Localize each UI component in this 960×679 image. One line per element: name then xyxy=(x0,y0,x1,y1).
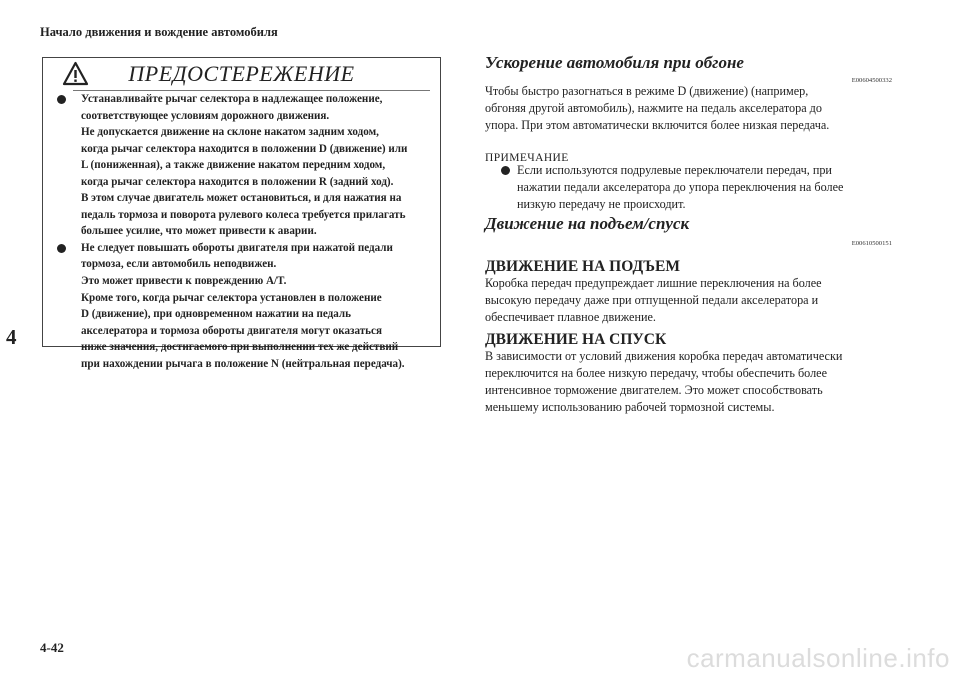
warning-body xyxy=(57,91,434,372)
warning-line: тормоза, если автомобиль неподвижен. xyxy=(81,258,277,271)
warning-line: Это может привести к повреждению A/T. xyxy=(81,275,287,288)
page-number: 4-42 xyxy=(40,640,64,655)
warning-title: ПРЕДОСТЕРЕЖЕНИЕ xyxy=(128,61,355,86)
watermark: carmanualsonline.info xyxy=(686,643,950,673)
warning-line: Не допускается движение на склоне накатом задним ходом, xyxy=(81,126,379,139)
text-line: Если используются подрулевые переключатели передач, при xyxy=(517,163,832,177)
text-line: упора. При этом автоматически включится более низкая передача. xyxy=(485,118,830,132)
text-line: интенсивное торможение двигателем. Это может способствовать xyxy=(485,383,823,397)
warning-triangle-icon xyxy=(62,61,89,86)
text-line: Чтобы быстро разогнаться в режиме D (движение) (например, xyxy=(485,84,809,98)
warning-box xyxy=(42,57,441,370)
downhill-paragraph xyxy=(485,348,905,416)
chapter-tab: 4 xyxy=(6,325,17,349)
section-code: E00604500332 xyxy=(851,77,892,84)
text-line: обеспечивает плавное движение. xyxy=(485,310,656,324)
uphill-paragraph xyxy=(485,275,905,326)
section-code: E00610500151 xyxy=(851,240,892,247)
bullet-icon xyxy=(57,95,66,104)
bullet-icon xyxy=(57,244,66,253)
section-paragraph xyxy=(485,83,905,134)
text-line: высокую передачу даже при отпущенной педали акселератора и xyxy=(485,293,819,307)
page-header: Начало движения и вождение автомобиля xyxy=(40,25,278,39)
text-line: низкую передачу не происходит. xyxy=(517,197,686,211)
text-line: переключится на более низкую передачу, чтобы обеспечить более xyxy=(485,366,827,380)
text-line: нажатии педали акселератора до упора переключения на более xyxy=(517,180,844,194)
note-label: ПРИМЕЧАНИЕ xyxy=(485,152,569,164)
warning-line: акселератора и тормоза обороты двигателя могут оказаться xyxy=(81,324,382,337)
warning-line: Устанавливайте рычаг селектора в надлежащее положение, xyxy=(81,93,383,105)
warning-line: когда рычаг селектора находится в положении D (движение) или xyxy=(81,142,408,155)
bullet-icon xyxy=(501,166,510,175)
section-title-overtaking: Ускорение автомобиля при обгоне xyxy=(485,53,744,72)
warning-line: Кроме того, когда рычаг селектора установлен в положение xyxy=(81,291,382,304)
text-line: меньшему использованию рабочей тормозной системы. xyxy=(485,400,775,414)
warning-item xyxy=(57,91,434,240)
text-line: В зависимости от условий движения коробка передач автоматически xyxy=(485,349,843,363)
warning-line: В этом случае двигатель может остановиться, и для нажатия на xyxy=(81,192,402,205)
text-line: обгоняя другой автомобиль), нажмите на педаль акселератора до xyxy=(485,101,822,115)
warning-header xyxy=(43,58,440,90)
warning-line: большее усилие, что может привести к аварии. xyxy=(81,225,317,238)
warning-item xyxy=(57,240,434,372)
warning-line: ниже значения, достигаемого при выполнении тех же действий xyxy=(81,341,399,354)
warning-line: педаль тормоза и поворота рулевого колеса требуется прилагать xyxy=(81,208,406,221)
warning-line: Не следует повышать обороты двигателя при нажатой педали xyxy=(81,241,393,254)
section-title-slope: Движение на подъем/спуск xyxy=(485,214,690,233)
warning-line: D (движение), при одновременном нажатии на педаль xyxy=(81,308,351,321)
note-item xyxy=(501,162,917,213)
text-line: Коробка передач предупреждает лишние переключения на более xyxy=(485,276,822,290)
subheading-uphill: ДВИЖЕНИЕ НА ПОДЪЕМ xyxy=(485,258,681,275)
warning-line: L (пониженная), а также движение накатом передним ходом, xyxy=(81,159,386,172)
warning-line: соответствующее условиям дорожного движения. xyxy=(81,109,330,122)
warning-line: при нахождении рычага в положение N (нейтральная передача). xyxy=(81,357,405,370)
warning-line: когда рычаг селектора находится в положении R (задний ход). xyxy=(81,175,394,188)
subheading-downhill: ДВИЖЕНИЕ НА СПУСК xyxy=(485,331,667,348)
